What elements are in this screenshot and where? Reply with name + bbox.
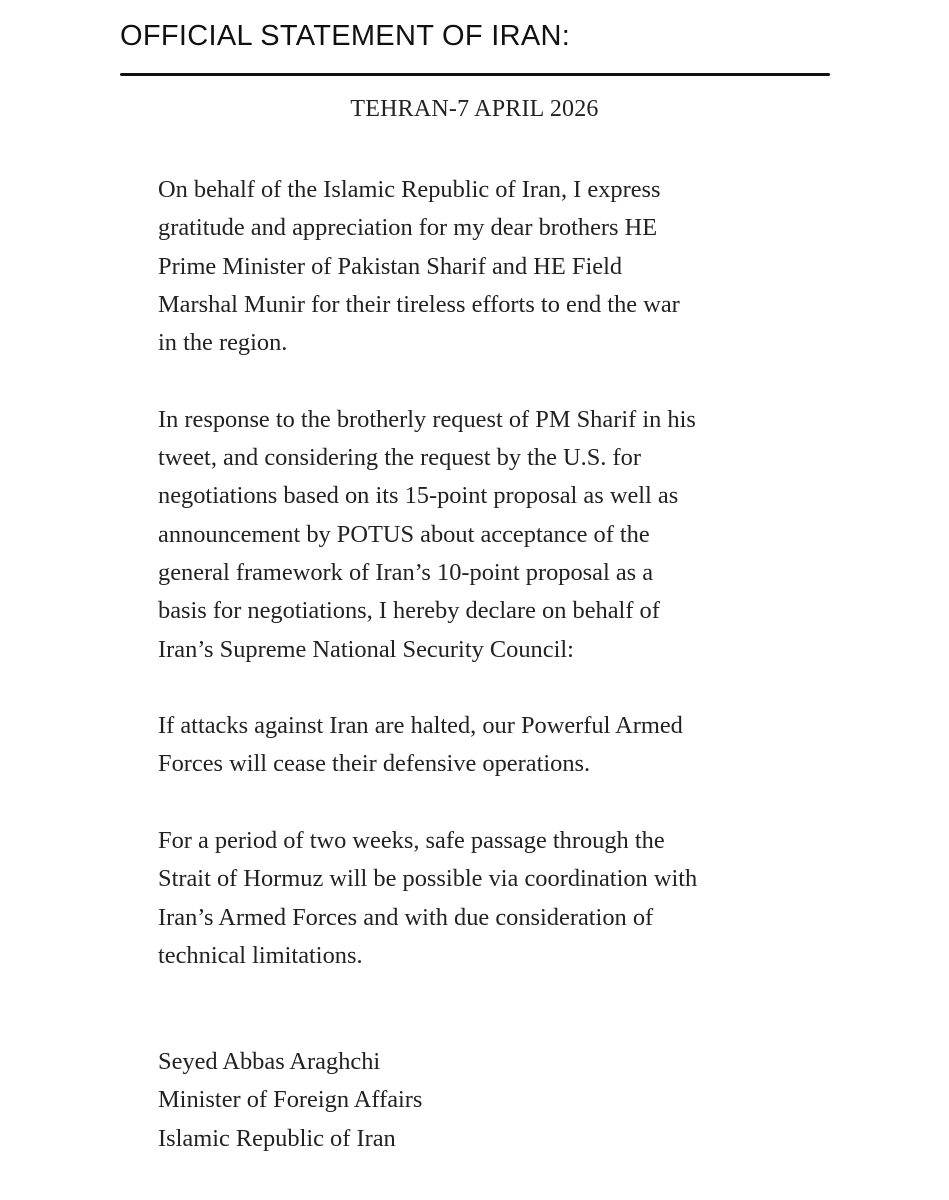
signatory-position: Minister of Foreign Affairs	[158, 1086, 423, 1114]
text-line: Strait of Hormuz will be possible via coordination with	[158, 865, 698, 893]
text-line: Forces will cease their defensive operations.	[158, 750, 591, 778]
header-divider	[120, 73, 830, 76]
statement-body	[158, 171, 858, 1014]
text-line: technical limitations.	[158, 941, 363, 969]
paragraph-ceasefire	[158, 707, 858, 784]
dateline: TEHRAN-7 APRIL 2026	[350, 96, 599, 122]
paragraph-strait-passage	[158, 822, 858, 975]
paragraph-declaration	[158, 401, 858, 669]
text-line: For a period of two weeks, safe passage through the	[158, 827, 665, 855]
text-line: announcement by POTUS about acceptance of the	[158, 520, 650, 548]
text-line: negotiations based on its 15-point proposal as well as	[158, 482, 679, 510]
signature-block	[158, 1043, 422, 1158]
text-line: tweet, and considering the request by the U.S. for	[158, 444, 641, 472]
text-line: In response to the brotherly request of PM Sharif in his	[158, 405, 696, 433]
text-line: If attacks against Iran are halted, our Powerful Armed	[158, 712, 683, 740]
text-line: On behalf of the Islamic Republic of Iran, I express	[158, 176, 661, 203]
text-line: Iran’s Armed Forces and with due consideration of	[158, 903, 654, 931]
text-line: general framework of Iran’s 10-point proposal as a	[158, 558, 654, 586]
text-line: in the region.	[158, 329, 288, 357]
page-title: OFFICIAL STATEMENT OF IRAN:	[120, 20, 571, 52]
text-line: Marshal Munir for their tireless efforts to end the war	[158, 290, 680, 318]
text-line: Prime Minister of Pakistan Sharif and HE Field	[158, 252, 623, 280]
signatory-name: Seyed Abbas Araghchi	[158, 1048, 381, 1075]
signatory-country: Islamic Republic of Iran	[158, 1124, 396, 1152]
text-line: gratitude and appreciation for my dear brothers HE	[158, 214, 658, 242]
paragraph-gratitude	[158, 171, 858, 362]
text-line: Iran’s Supreme National Security Council:	[158, 635, 574, 663]
text-line: basis for negotiations, I hereby declare on behalf of	[158, 597, 660, 625]
